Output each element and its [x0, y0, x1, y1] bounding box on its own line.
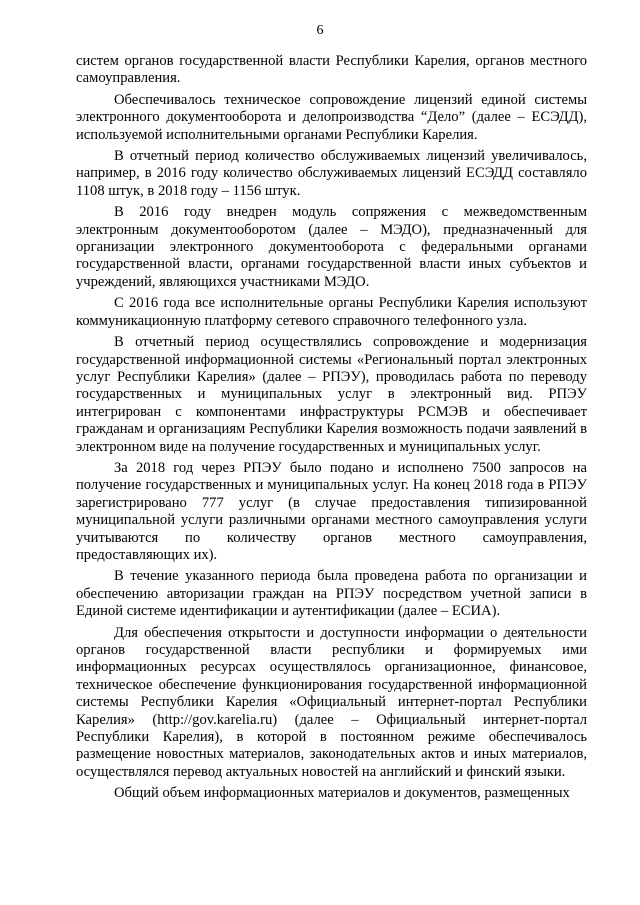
- paragraph-rpeu-modernization: В отчетный период осуществлялись сопровождение и модернизация государственной информационной системы «Региональный портал электронных услуг Республики Карелия» (далее – РПЭУ), проводилась работа по переводу государственных и муниципальных услуг в электронный вид. РПЭУ интегрирован с компонентами инфраструктуры РСМЭВ и обеспечивает гражданам и организациям Республики Карелия возможность подачи заявлений в электронном виде на получение государственных и муниципальных услуг.: [76, 334, 587, 455]
- document-body: [76, 53, 587, 807]
- paragraph-materials-volume: Общий объем информационных материалов и документов, размещенных: [114, 785, 570, 802]
- paragraph-rpeu-requests: За 2018 год через РПЭУ было подано и исполнено 7500 запросов на получение государственных и муниципальных услуг. На конец 2018 года в РПЭУ зарегистрировано 777 услуг (в случае предоставления типизированной муниципальной услуги различными органами местного самоуправления услуги учитываются по количеству органов местного самоуправления, предоставляющих их).: [76, 459, 587, 563]
- paragraph-continuation: систем органов государственной власти Республики Карелия, органов местного самоуправления.: [76, 53, 587, 87]
- paragraph-telephone-platform: С 2016 года все исполнительные органы Республики Карелия используют коммуникационную платформу сетевого справочного телефонного узла.: [76, 295, 587, 329]
- paragraph-medo-module: В 2016 году внедрен модуль сопряжения с межведомственным электронным документооборотом (далее – МЭДО), предназначенный для организации электронного документооборота с федеральными органами государственной власти, органами государственной власти иных субъектов и учреждений, являющихся участниками МЭДО.: [76, 204, 587, 290]
- paragraph-esedd-support: Обеспечивалось техническое сопровождение лицензий единой системы электронного документооборота и делопроизводства “Дело” (далее – ЕСЭДД), используемой исполнительными органами Республики Карелия.: [76, 91, 587, 143]
- paragraph-licenses-count: В отчетный период количество обслуживаемых лицензий увеличивалось, например, в 2016 году количество обслуживаемых лицензий ЕСЭДД составляло 1108 штук, в 2018 году – 1156 штук.: [76, 148, 587, 199]
- page-number: 6: [316, 23, 324, 38]
- paragraph-official-portal: Для обеспечения открытости и доступности информации о деятельности органов государственной власти республики и формируемых ими информационных ресурсах осуществлялось организационное, финансовое, техническое обеспечение функционирования государственной информационной системы Республики Карелия «Официальный интернет-портал Республики Карелия» (http://gov.karelia.ru) (далее – Официальный интернет-портал Республики Карелия), в которой в постоянном режиме обеспечивалось размещение новостных материалов, законодательных актов и иных материалов, осуществлялся перевод актуальных новостей на английский и финский языки.: [76, 624, 587, 780]
- paragraph-esia-authorization: В течение указанного периода была проведена работа по организации и обеспечению авторизации граждан на РПЭУ посредством учетной записи в Единой системе идентификации и аутентификации (далее – ЕСИА).: [76, 568, 587, 620]
